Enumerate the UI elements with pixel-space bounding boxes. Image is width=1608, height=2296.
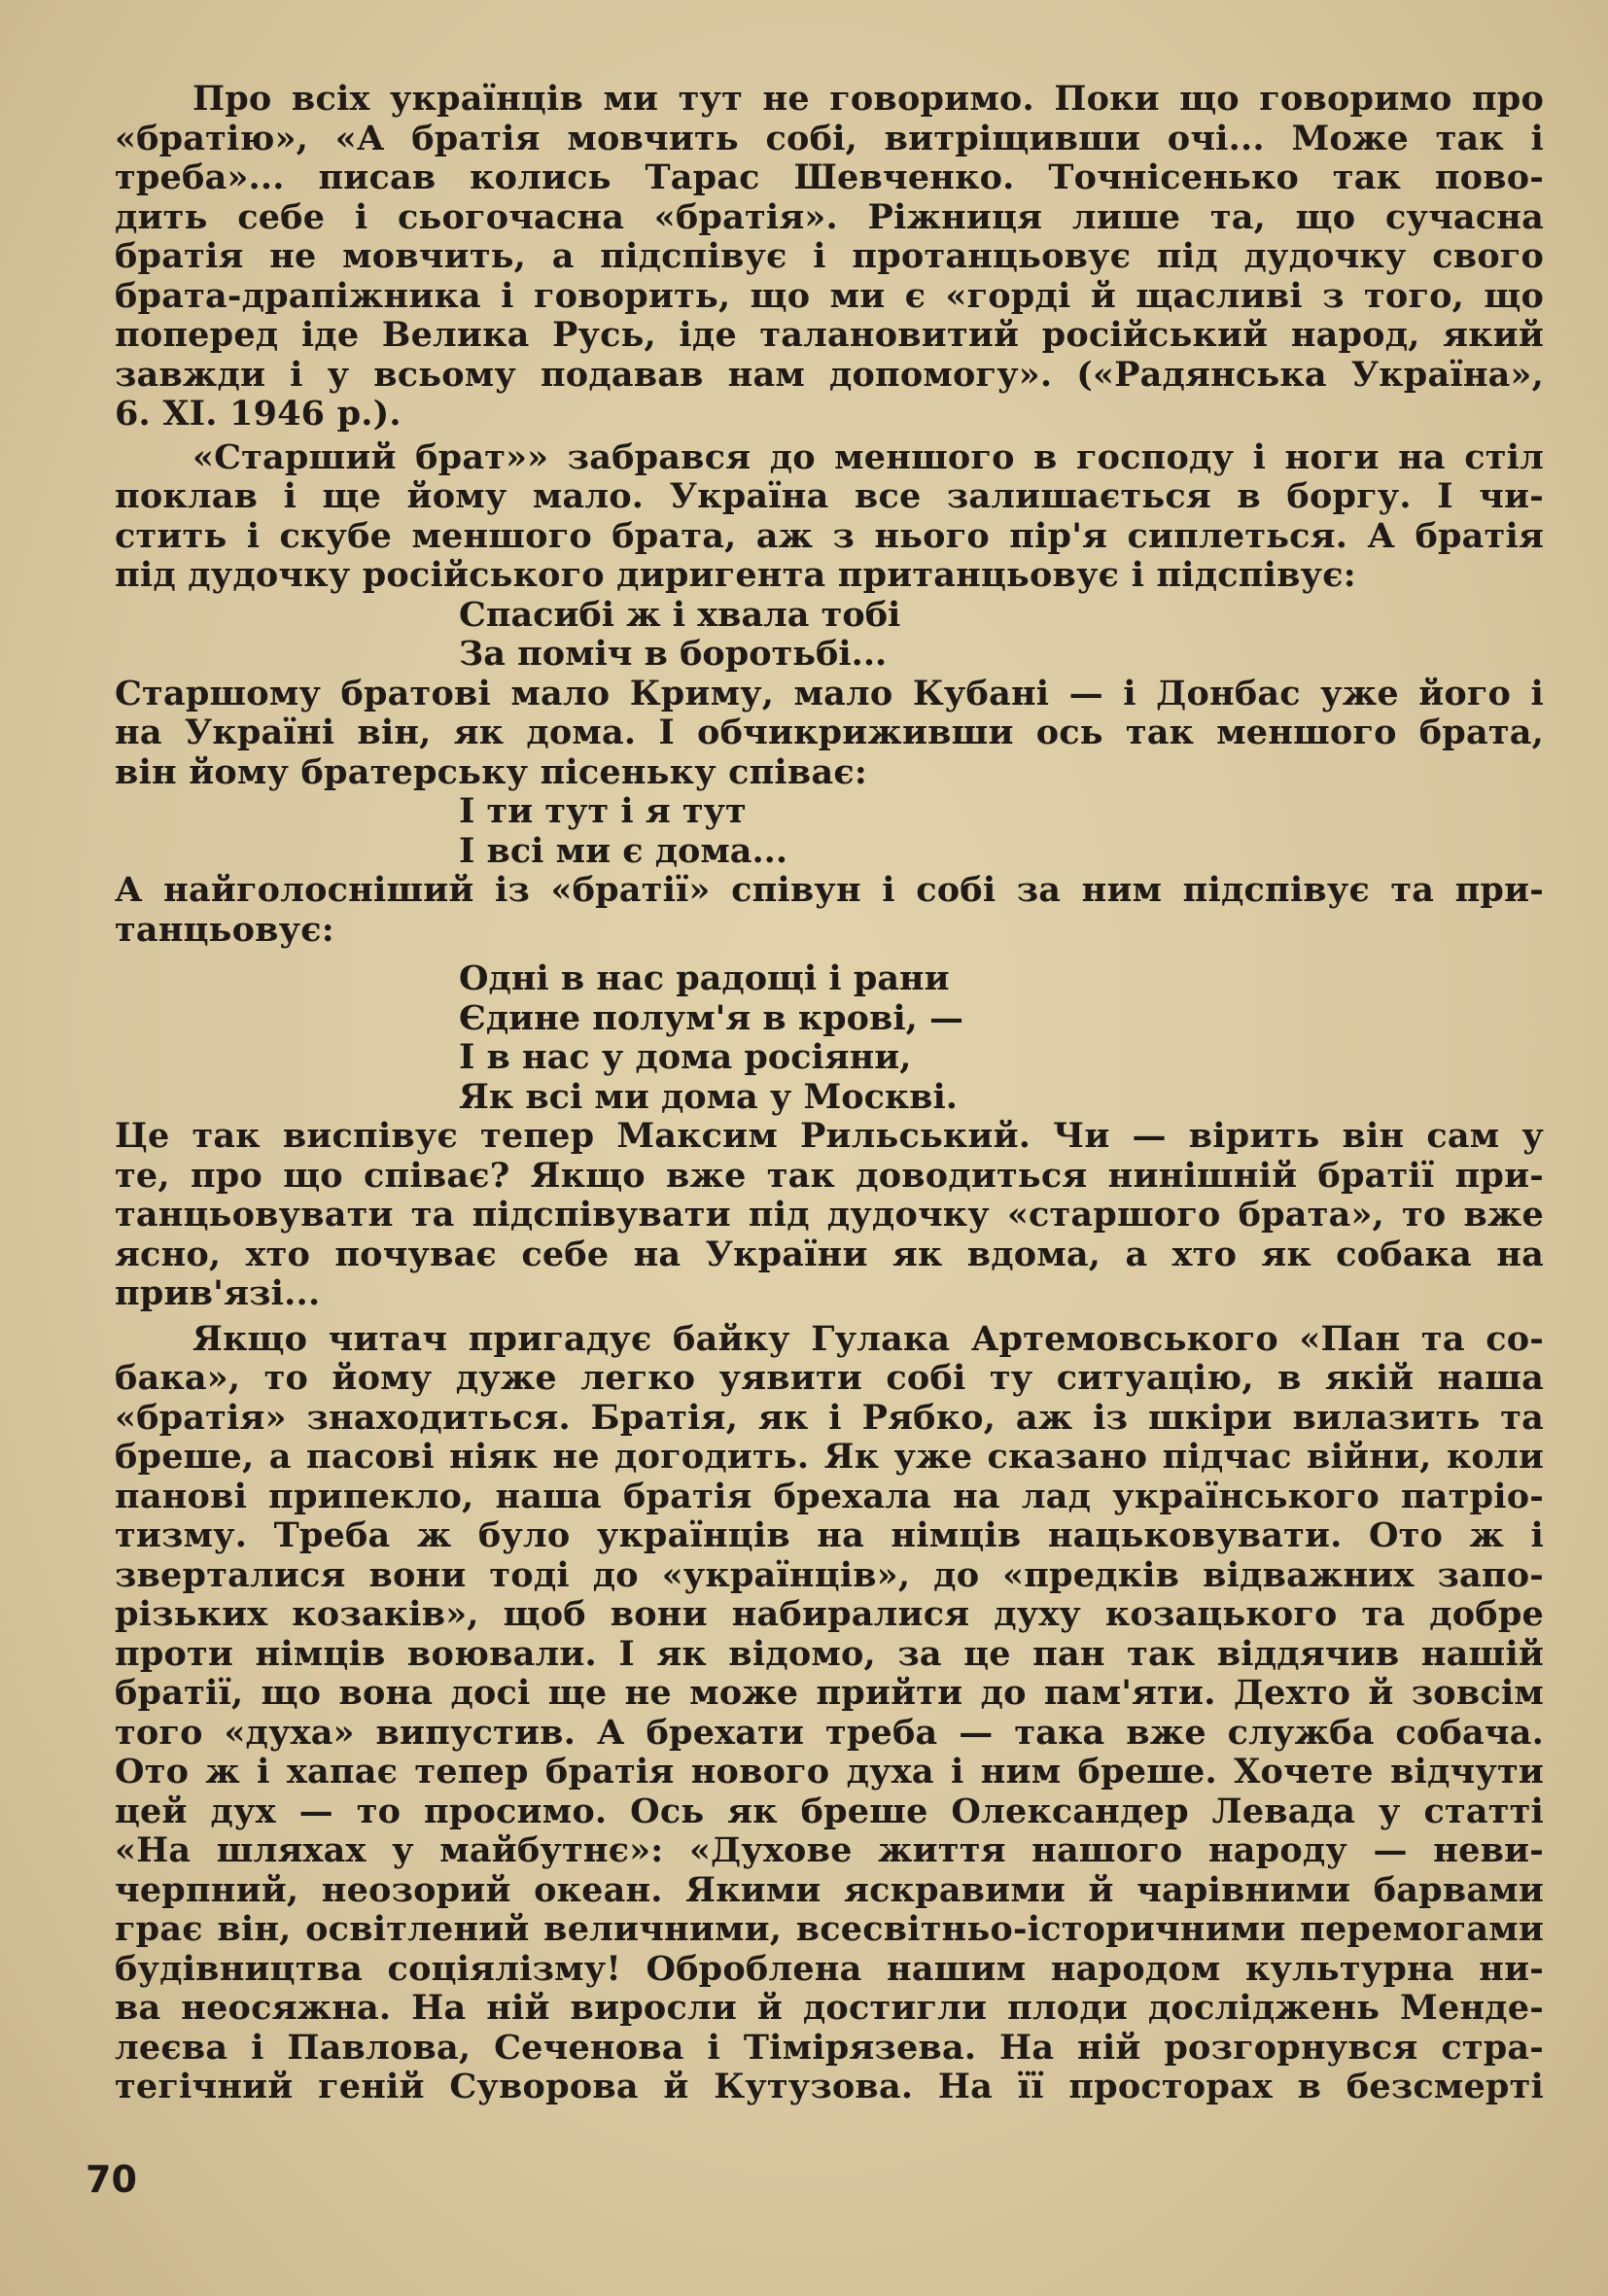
text-line: зверталися вони тоді до «українців», до «предків відважних запо- <box>115 1554 1544 1595</box>
text-line: Про всіх українців ми тут не говоримо. Поки що говоримо про <box>192 79 1544 119</box>
text-line: проти німців воювали. І як відомо, за це пан так віддячив нашій <box>115 1633 1544 1674</box>
verse-line: І в нас у дома росіяни, <box>459 1037 912 1077</box>
text-line: завжди і у всьому подавав нам допомогу». («Радянська Україна», <box>115 354 1544 395</box>
text-line: братія не мовчить, а підспівує і протанцьовує під дудочку свого <box>115 236 1544 276</box>
text-line: він йому братерську пісеньку співає: <box>115 751 867 792</box>
text-line: «На шляхах у майбутнє»: «Духове життя нашого народу — неви- <box>115 1830 1544 1870</box>
text-line: А найголосніший із «братії» співун і собі за ним підспівує та при- <box>115 870 1544 910</box>
paragraph-5 <box>115 1117 1544 1314</box>
verse-line: Спасибі ж і хвала тобі <box>459 594 901 635</box>
text-line: Ото ж і хапає тепер братія нового духа і ним бреше. Хочете відчути <box>115 1752 1544 1792</box>
text-line: леєва і Павлова, Сеченова і Тімірязева. На ній розгорнувся стра- <box>115 2027 1544 2068</box>
text-line: того «духа» випустив. А брехати треба — така вже служба собача. <box>115 1712 1544 1753</box>
text-line: черпний, неозорий океан. Якими яскравими й чарівними барвами <box>115 1869 1544 1910</box>
text-line: цей дух — то просимо. Ось як бреше Олександер Левада у статті <box>115 1791 1544 1831</box>
text-line: танцьовувати та підспівувати під дудочку «старшого брата», то вже <box>115 1195 1544 1235</box>
text-line: під дудочку російського диригента пританцьовує і підспівує: <box>115 555 1356 595</box>
verse-line: Одні в нас радощі і рани <box>459 958 950 998</box>
text-line: те, про що співає? Якщо вже так доводиться нинішній братії при- <box>115 1155 1544 1196</box>
text-line: бреше, а пасові ніяк не догодить. Як уже сказано підчас війни, коли <box>115 1437 1544 1477</box>
text-line: танцьовує: <box>115 909 334 950</box>
text-line: панові припекло, наша братія брехала на лад українського патріо- <box>115 1476 1544 1516</box>
text-line: Якщо читач пригадує байку Гулака Артемовського «Пан та со- <box>192 1318 1544 1359</box>
text-line: поперед іде Велика Русь, іде талановитий російський народ, який <box>115 315 1544 355</box>
text-line: бака», то йому дуже легко уявити собі ту ситуацію, в якій наша <box>115 1358 1544 1398</box>
verse-line: Єдине полум'я в крові, — <box>459 997 963 1038</box>
text-line: ва неосяжна. На ній виросли й достигли плоди досліджень Менде- <box>115 1988 1544 2028</box>
text-line: братії, що вона досі ще не може прийти до пам'яти. Дехто й зовсім <box>115 1673 1544 1713</box>
verse-line: Як всі ми дома у Москві. <box>459 1076 958 1117</box>
paragraph-1 <box>115 80 1544 435</box>
verse-2 <box>115 792 1544 871</box>
text-line: «братія» знаходиться. Братія, як і Рябко, аж із шкіри вилазить та <box>115 1397 1544 1438</box>
paragraph-3 <box>115 675 1544 793</box>
verse-3 <box>115 959 1544 1117</box>
verse-line: І всі ми є дома... <box>459 830 788 871</box>
text-line: стить і скубе меншого брата, аж з нього пір'я сиплеться. А братія <box>115 515 1544 556</box>
text-line: ясно, хто почуває себе на України як вдома, а хто як собака на <box>115 1234 1544 1274</box>
verse-line: За поміч в боротьбі... <box>459 634 888 674</box>
paragraph-6 <box>115 1320 1544 2107</box>
text-line: треба»... писав колись Тарас Шевченко. Точнісенько так пово- <box>115 157 1544 197</box>
text-line: тегічний геній Суворова й Кутузова. На її просторах в безсмерті <box>115 2067 1544 2106</box>
text-line: різьких козаків», щоб вони набиралися духу козацького та добре <box>115 1594 1544 1634</box>
text-line: 6. XI. 1946 р.). <box>115 394 402 434</box>
text-line: брата-драпіжника і говорить, що ми є «горді й щасливі з того, що <box>115 275 1544 316</box>
text-line: тизму. Треба ж було українців на німців нацьковувати. Ото ж і <box>115 1515 1544 1555</box>
text-line: Старшому братові мало Криму, мало Кубані — і Донбас уже його і <box>115 673 1544 713</box>
paragraph-2 <box>115 438 1544 596</box>
text-line: «братію», «А братія мовчить собі, витріщивши очі... Може так і <box>115 118 1544 158</box>
text-line: поклав і ще йому мало. Україна все залишається в боргу. І чи- <box>115 476 1544 516</box>
text-line: будівництва соціялізму! Оброблена нашим народом культурна ни- <box>115 1948 1544 1989</box>
page-number: 70 <box>86 2158 137 2201</box>
text-line: прив'язі... <box>115 1273 321 1313</box>
text-line: дить себе і сьогочасна «братія». Ріжниця лише та, що сучасна <box>115 196 1544 237</box>
text-line: Це так виспівує тепер Максим Рильський. Чи — вірить він сам у <box>115 1116 1544 1156</box>
text-line: «Старший брат»» забрався до меншого в господу і ноги на стіл <box>192 436 1544 477</box>
page-body <box>115 80 1544 2107</box>
verse-1 <box>115 596 1544 675</box>
text-line: грає він, освітлений величними, всесвітньо-історичними перемогами <box>115 1909 1544 1949</box>
verse-line: І ти тут і я тут <box>459 791 747 831</box>
text-line: на Україні він, як дома. І обчикриживши ось так меншого брата, <box>115 713 1544 752</box>
paragraph-4 <box>115 871 1544 950</box>
